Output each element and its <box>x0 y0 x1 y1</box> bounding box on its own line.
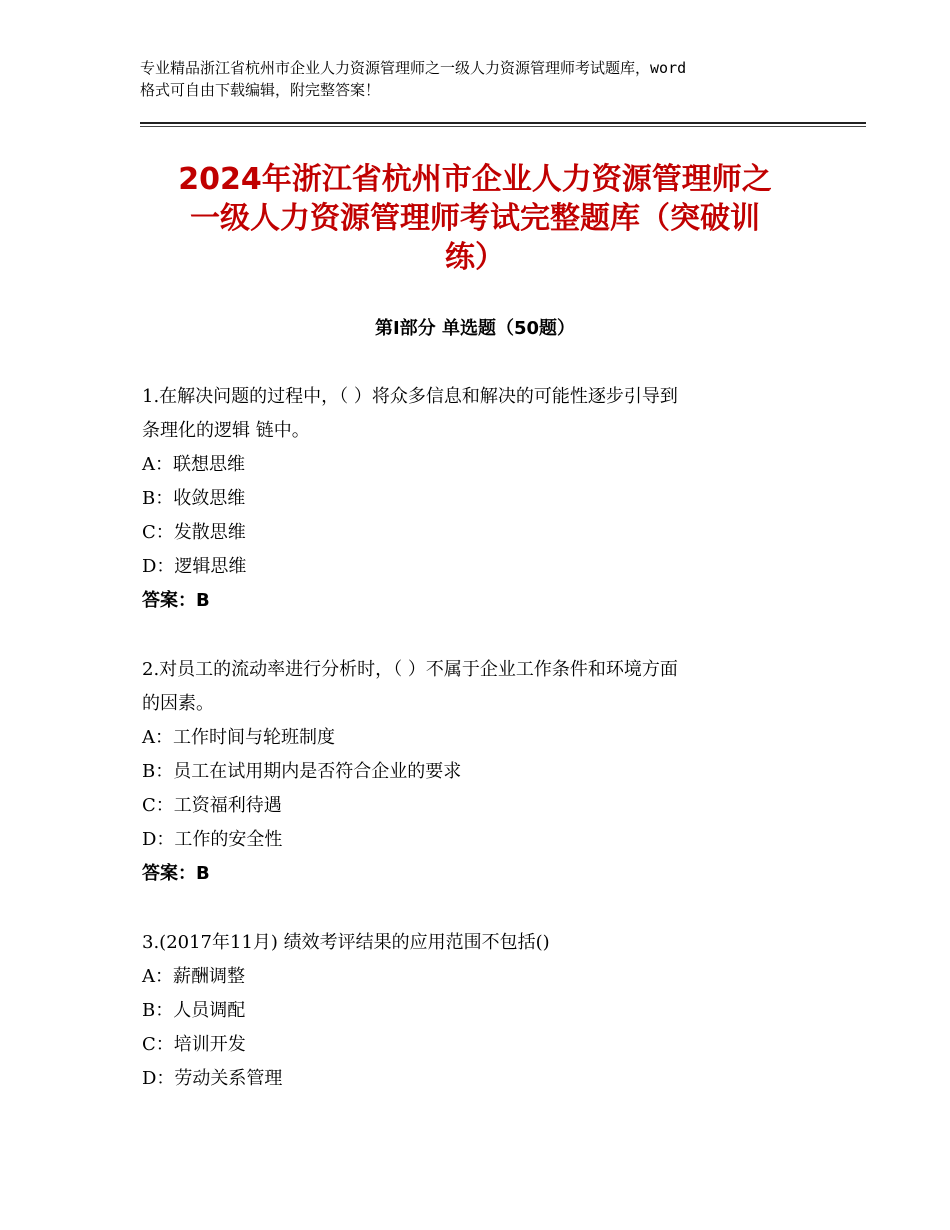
option-a: A：工作时间与轮班制度 <box>142 727 335 748</box>
option-d: D：工作的安全性 <box>142 829 283 850</box>
document-title-line2: 一级人力资源管理师考试完整题库（突破训 <box>190 201 760 236</box>
question-stem-continued: 条理化的逻辑 链中。 <box>142 420 310 441</box>
header-note-line2: 格式可自由下载编辑，附完整答案！ <box>140 81 381 99</box>
document-title <box>140 160 810 277</box>
question-stem: 2.对员工的流动率进行分析时，（ ）不属于企业工作条件和环境方面 <box>142 659 678 680</box>
option-d: D：逻辑思维 <box>142 556 247 577</box>
option-b: B：员工在试用期内是否符合企业的要求 <box>142 761 462 782</box>
header-divider-thick <box>140 122 866 124</box>
option-a: A：薪酬调整 <box>142 966 245 987</box>
option-c: C：发散思维 <box>142 522 246 543</box>
option-c: C：培训开发 <box>142 1034 246 1055</box>
question-stem: 1.在解决问题的过程中，（ ）将众多信息和解决的可能性逐步引导到 <box>142 386 678 407</box>
section-title: 第Ⅰ部分 单选题（50题） <box>374 318 575 339</box>
question-1 <box>142 380 822 618</box>
answer: 答案：B <box>142 590 210 611</box>
header-divider-thin <box>140 126 866 127</box>
document-title-line3: 练） <box>445 240 505 275</box>
option-c: C：工资福利待遇 <box>142 795 282 816</box>
answer: 答案：B <box>142 863 210 884</box>
header-note <box>140 57 830 101</box>
option-b: B：收敛思维 <box>142 488 246 509</box>
option-a: A：联想思维 <box>142 454 245 475</box>
question-stem-continued: 的因素。 <box>142 693 214 714</box>
option-d: D：劳动关系管理 <box>142 1068 283 1089</box>
question-stem: 3.(2017年11月) 绩效考评结果的应用范围不包括() <box>142 932 550 953</box>
option-b: B：人员调配 <box>142 1000 246 1021</box>
document-title-line1: 2024年浙江省杭州市企业人力资源管理师之 <box>178 162 772 197</box>
question-2 <box>142 653 822 891</box>
header-note-line1: 专业精品浙江省杭州市企业人力资源管理师之一级人力资源管理师考试题库，word <box>140 59 687 77</box>
question-3 <box>142 926 822 1096</box>
